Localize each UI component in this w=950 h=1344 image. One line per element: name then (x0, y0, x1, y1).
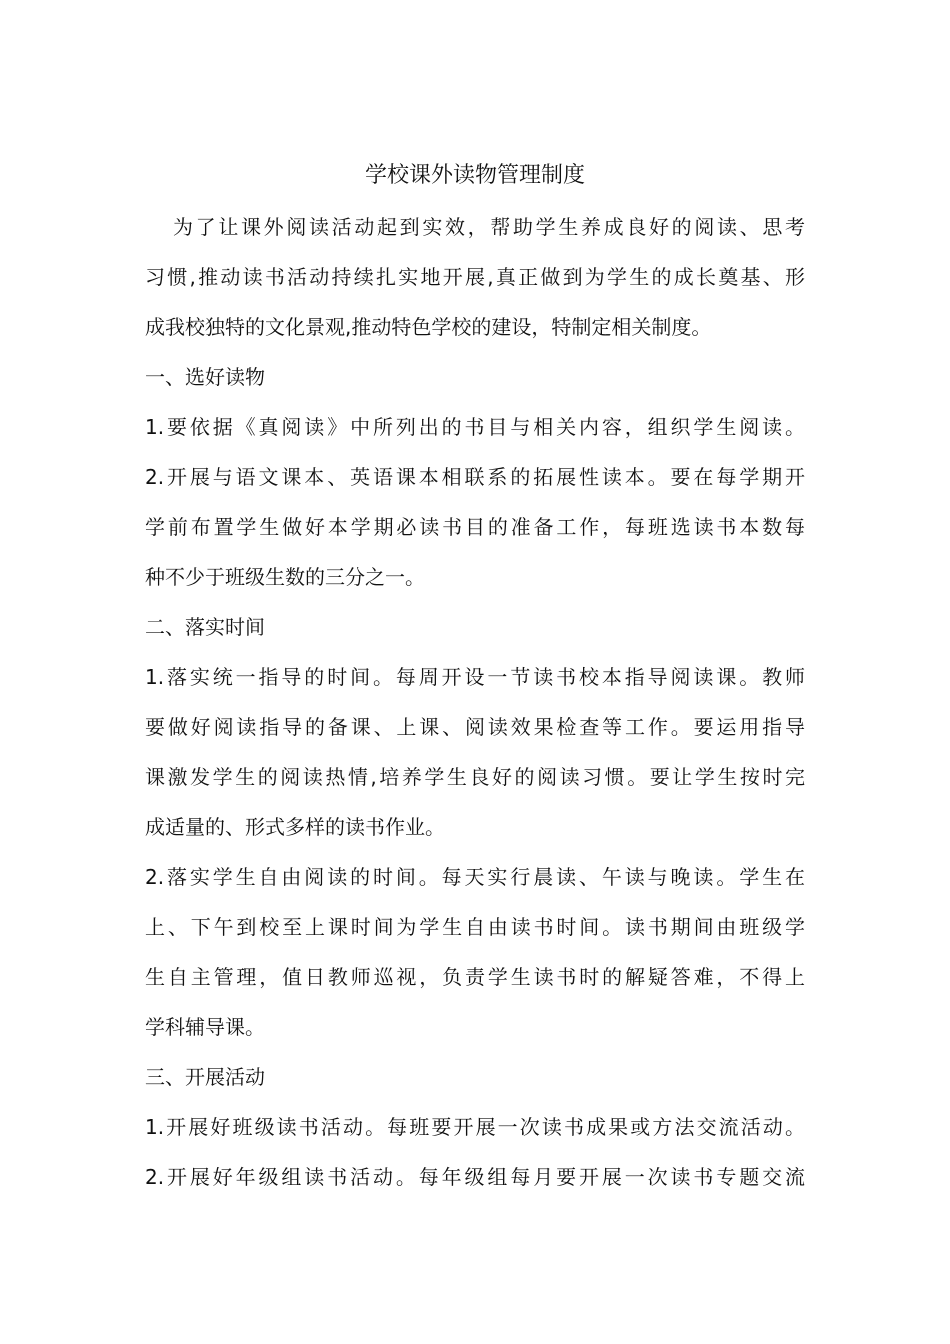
paragraph-line: 学科辅导课。 (145, 1015, 265, 1039)
paragraph-line: 课激发学生的阅读热情,培养学生良好的阅读习惯。要让学生按时完 (145, 765, 805, 789)
section-heading: 三、开展活动 (145, 1065, 265, 1089)
section-heading: 二、落实时间 (145, 615, 265, 639)
paragraph-line: 1.要依据《真阅读》中所列出的书目与相关内容，组织学生阅读。 (145, 415, 805, 439)
paragraph-line: 上、下午到校至上课时间为学生自由读书时间。读书期间由班级学 (145, 915, 805, 939)
paragraph-line: 2.开展好年级组读书活动。每年级组每月要开展一次读书专题交流 (145, 1165, 805, 1189)
section-heading: 一、选好读物 (145, 365, 265, 389)
paragraph-line: 为了让课外阅读活动起到实效，帮助学生养成良好的阅读、思考 (173, 215, 805, 239)
paragraph-line: 要做好阅读指导的备课、上课、阅读效果检查等工作。要运用指导 (145, 715, 805, 739)
document-body (145, 156, 805, 1202)
paragraph-line: 1.落实统一指导的时间。每周开设一节读书校本指导阅读课。教师 (145, 665, 805, 689)
paragraph-line: 生自主管理，值日教师巡视，负责学生读书时的解疑答难，不得上 (145, 965, 805, 989)
paragraph-line: 2.落实学生自由阅读的时间。每天实行晨读、午读与晚读。学生在 (145, 865, 805, 889)
paragraph-line: 1.开展好班级读书活动。每班要开展一次读书成果或方法交流活动。 (145, 1115, 805, 1139)
paragraph-line: 成我校独特的文化景观,推动特色学校的建设，特制定相关制度。 (145, 315, 712, 339)
paragraph-line: 习惯,推动读书活动持续扎实地开展,真正做到为学生的成长奠基、形 (145, 265, 805, 289)
paragraph-line: 2.开展与语文课本、英语课本相联系的拓展性读本。要在每学期开 (145, 465, 805, 489)
paragraph-line: 种不少于班级生数的三分之一。 (145, 565, 425, 589)
paragraph-line: 学前布置学生做好本学期必读书目的准备工作，每班选读书本数每 (145, 515, 805, 539)
paragraph-line: 成适量的、形式多样的读书作业。 (145, 815, 445, 839)
document-title: 学校课外读物管理制度 (364, 163, 585, 188)
